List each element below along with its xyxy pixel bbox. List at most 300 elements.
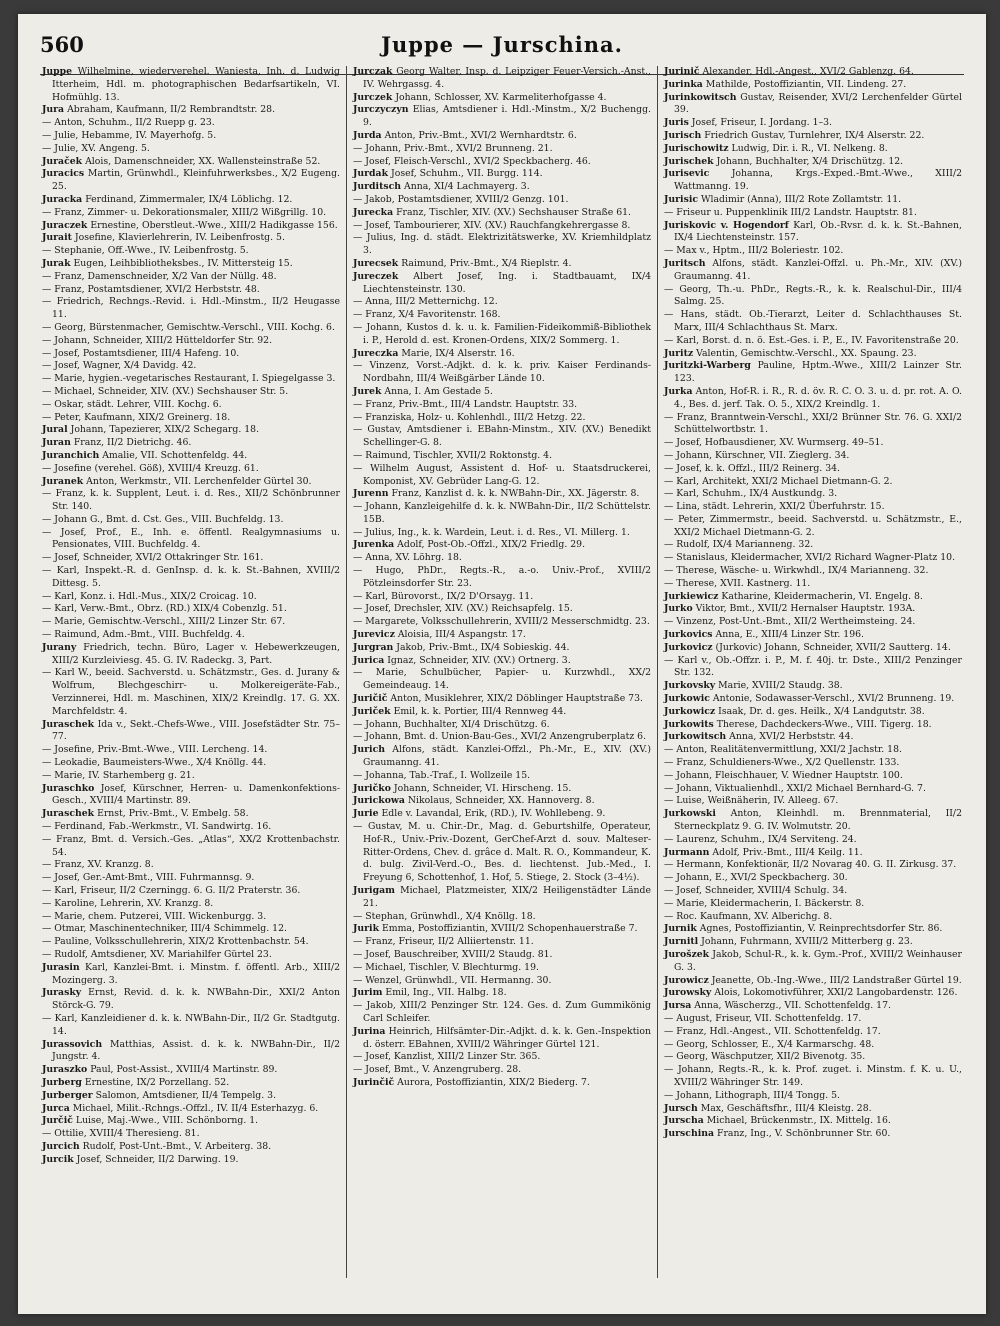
entry-details: Abraham, Kaufmann, II/2 Rembrandtstr. 28.	[67, 104, 276, 116]
entry-details: — Johann, Buchhalter, XI/4 Drischützg. 6.	[353, 718, 550, 730]
entry-details: Anton, Hof-R. i. R., R. d. öv. R. C. O. 3. u. d. pr. rot. A. O. 4., Bes. d. jerf. Tak. O. 5., XIX/2 Kreindlg. 1.	[674, 385, 962, 410]
entry-details: — Franz, k. k. Supplent, Leut. i. d. Res., XII/2 Schönbrunner Str. 140.	[42, 488, 340, 513]
directory-entry	[664, 565, 962, 578]
directory-entry	[353, 1051, 651, 1064]
entry-details: Albert Josef, Ing. i. Stadtbauamt, IX/4 Liechtensteinstr. 130.	[363, 270, 651, 295]
directory-entry	[42, 271, 340, 284]
directory-entry	[42, 949, 340, 962]
entry-surname: Jurošzek	[664, 948, 710, 960]
entry-details: — Josef, Postamtsdiener, III/4 Hafeng. 10.	[42, 347, 240, 359]
entry-details: Anton, Kleinhdl. m. Brennmaterial, II/2 Sterneckplatz 9. G. IV. Wolmutstr. 20.	[674, 808, 962, 833]
directory-entry	[42, 245, 340, 258]
directory-entry	[42, 66, 340, 104]
directory-entry	[353, 501, 651, 527]
directory-entry	[353, 271, 651, 297]
entry-details: — Johann G., Bmt. d. Cst. Ges., VIII. Buchfeldg. 13.	[42, 513, 284, 525]
directory-entry	[353, 591, 651, 604]
directory-entry	[353, 706, 651, 719]
directory-entry	[42, 348, 340, 361]
entry-details: — Franz, XV. Kranzg. 8.	[42, 859, 154, 871]
entry-details: — Johann, Viktualienhdl., XXI/2 Michael Bernhard-G. 7.	[664, 782, 926, 794]
entry-details: Viktor, Bmt., XVII/2 Hernalser Hauptstr. 193A.	[695, 603, 916, 615]
entry-details: — Leokadie, Baumeisters-Wwe., X/4 Knöllg. 44.	[42, 757, 267, 769]
entry-surname: Jurnitl	[664, 936, 699, 948]
entry-surname: Jurek	[353, 385, 382, 397]
entry-details: — Franz, X/4 Favoritenstr. 168.	[353, 309, 501, 321]
entry-surname: Jurnik	[664, 923, 697, 935]
entry-details: Jakob, Schul-R., k. k. Gym.-Prof., XVIII/2 Weinhauser G. 3.	[674, 948, 962, 973]
entry-details: — Josef, Wagner, X/4 Davidg. 42.	[42, 360, 197, 372]
entry-details: — Josef, Ger.-Amt-Bmt., VIII. Fuhrmannsg. 9.	[42, 872, 255, 884]
entry-details: Mathilde, Postoffiziantin, VII. Lindeng. 27.	[705, 78, 907, 90]
directory-entry	[42, 1090, 340, 1103]
entry-surname: Jurik	[353, 923, 380, 935]
directory-entry	[42, 437, 340, 450]
entry-details: — Michael, Tischler, V. Blechturmg. 19.	[353, 961, 539, 973]
directory-entry	[664, 936, 962, 949]
entry-details: — Johann, Fleischhauer, V. Wiedner Hauptstr. 100.	[664, 769, 903, 781]
entry-surname: Juppe	[42, 66, 73, 77]
directory-entry	[353, 1077, 651, 1090]
entry-details: — Karl, Borst. d. n. ö. Est.-Ges. i. P., E., IV. Favoritenstraße 20.	[664, 334, 959, 346]
directory-entry	[42, 642, 340, 668]
directory-entry	[42, 1141, 340, 1154]
entry-details: — Marie, Kleidermacherin, I. Bäckerstr. 8.	[664, 897, 865, 909]
entry-details: Adolf, Post-Ob.-Offzl., XIX/2 Friedlg. 29.	[397, 539, 586, 551]
entry-details: Franz, II/2 Dietrichg. 46.	[73, 437, 192, 449]
directory-entry	[664, 476, 962, 489]
entry-details: Johann, Buchhalter, X/4 Drischützg. 12.	[716, 155, 904, 167]
entry-details: Martin, Grünwhdl., Kleinfuhrwerksbes., X/2 Eugeng. 25.	[52, 168, 340, 193]
entry-details: Gustav, Reisender, XVI/2 Lerchenfelder Gürtel 39.	[674, 91, 962, 116]
entry-details: Friedrich Gustav, Turnlehrer, IX/4 Alserstr. 22.	[704, 129, 925, 141]
directory-entry	[42, 514, 340, 527]
entry-details: — Gustav, Amtsdiener i. EBahn-Minstm., XIV. (XV.) Benedikt Schellinger-G. 8.	[353, 424, 651, 449]
directory-entry	[42, 885, 340, 898]
entry-details: — Franz, Friseur, II/2 Alliiertenstr. 11.	[353, 936, 534, 948]
entry-details: — Laurenz, Schuhm., IX/4 Serviteng. 24.	[664, 833, 857, 845]
directory-entry	[42, 207, 340, 220]
entry-details: Rudolf, Post-Unt.-Bmt., V. Arbeiterg. 38.	[82, 1140, 272, 1152]
directory-entry	[664, 616, 962, 629]
directory-entry	[42, 629, 340, 642]
directory-entry	[42, 156, 340, 169]
entry-details: Franz, Ing., V. Schönbrunner Str. 60.	[717, 1128, 891, 1140]
entry-surname: Jurdak	[353, 168, 389, 180]
entry-details: — Julius, Ing. d. städt. Elektrizitätswerke, XV. Kriemhildplatz 3.	[353, 232, 651, 257]
directory-entry	[42, 552, 340, 565]
entry-details: — Josef, Bmt., V. Anzengruberg. 28.	[353, 1064, 522, 1076]
entry-details: Franz, Kanzlist d. k. k. NWBahn-Dir., XX. Jägerstr. 8.	[391, 488, 640, 500]
entry-surname: Jurim	[353, 987, 383, 999]
directory-entry	[664, 463, 962, 476]
directory-entry	[42, 1154, 340, 1167]
entry-surname: Jursch	[664, 1102, 698, 1114]
directory-entry	[42, 117, 340, 130]
directory-entry	[664, 975, 962, 988]
directory-entry	[353, 130, 651, 143]
directory-page	[18, 14, 986, 1314]
directory-entry	[42, 130, 340, 143]
entry-details: — Pauline, Volksschullehrerin, XIX/2 Krottenbachstr. 54.	[42, 936, 309, 948]
entry-details: — Gustav, M. u. Chir.-Dr., Mag. d. Geburtshilfe, Operateur, Hof-R., Univ.-Priv.-Dozent, GerChef-Arzt d. souv. Malteser-Ritter-Ordens, Chev. d. grâce d. Malt. R. O., Kommandeur, K. d. bulg. Zivil-Verd.-O., Bes. d. liechtenst. Jub.-Med., I. Freyung 6, Schottenhof, 1. Hof, 5. Stiege, 2. Stock (3–4½).	[353, 821, 651, 884]
entry-details: — Georg, Schlosser, E., X/4 Karmarschg. 48.	[664, 1038, 875, 1050]
directory-entry	[664, 79, 962, 92]
directory-entry	[42, 808, 340, 821]
entry-surname: Jurasky	[42, 987, 82, 999]
entry-details: — Josef, Kanzlist, XIII/2 Linzer Str. 365.	[353, 1051, 541, 1063]
entry-details: — Georg, Th.-u. PhDr., Regts.-R., k. k. Realschul-Dir., III/4 Salmg. 25.	[664, 283, 962, 308]
entry-surname: Jurčič	[42, 1115, 73, 1127]
directory-entry	[42, 284, 340, 297]
entry-surname: Juracics	[42, 168, 85, 180]
directory-entry	[353, 1026, 651, 1052]
entry-surname: Jurisevic	[664, 168, 710, 180]
entry-details: — Otmar, Maschinentechniker, III/4 Schimmelg. 12.	[42, 923, 287, 935]
entry-details: — Hermann, Konfektionär, II/2 Novarag 40. G. II. Zirkusg. 37.	[664, 859, 957, 871]
entry-details: — Friseur u. Puppenklinik III/2 Landstr. Hauptstr. 81.	[664, 206, 917, 218]
entry-surname: Jurowsky	[664, 987, 712, 999]
entry-details: Anton, Musiklehrer, XIX/2 Döblinger Hauptstraße 73.	[390, 693, 643, 705]
directory-entry	[42, 143, 340, 156]
directory-entry	[664, 834, 962, 847]
entry-surname: Jurkowski	[664, 808, 716, 820]
entry-details: Josef, Schneider, II/2 Darwing. 19.	[76, 1153, 239, 1165]
entry-details: — Ottilie, XVIII/4 Theresieng. 81.	[42, 1128, 200, 1140]
entry-surname: Jurkovics	[664, 629, 713, 641]
entry-details: Anton, Werkmstr., VII. Lerchenfelder Gürtel 30.	[86, 475, 312, 487]
entry-details: Eugen, Leihbibliotheksbes., IV. Mittersteig 15.	[73, 257, 293, 269]
directory-entry	[42, 987, 340, 1013]
entry-surname: Jurevicz	[353, 629, 395, 641]
entry-surname: Jurisic	[664, 193, 699, 205]
directory-entry	[42, 834, 340, 860]
entry-details: Anna, Wäscherzg., VII. Schottenfeldg. 17.	[694, 1000, 891, 1012]
entry-details: — Luise, Weißnäherin, IV. Alleeg. 67.	[664, 795, 839, 807]
directory-entry	[353, 744, 651, 770]
entry-details: — Stanislaus, Kleidermacher, XVI/2 Richard Wagner-Platz 10.	[664, 552, 956, 564]
entry-surname: Juričič	[353, 693, 388, 705]
directory-entry	[353, 616, 651, 629]
entry-surname: Jurka	[664, 385, 693, 397]
directory-entry	[42, 399, 340, 412]
entry-details: Antonie, Sodawasser-Verschl., XVI/2 Brunneng. 19.	[712, 693, 955, 705]
directory-entry	[664, 245, 962, 258]
entry-surname: Jurca	[42, 1102, 70, 1114]
entry-details: — Jakob, Postamtsdiener, XVIII/2 Genzg. 101.	[353, 193, 569, 205]
entry-details: Aloisia, III/4 Aspangstr. 17.	[397, 629, 526, 641]
entry-surname: Jurich	[353, 744, 386, 756]
directory-entry	[353, 808, 651, 821]
entry-details: Wilhelmine, wiederverehel. Waniesta, Inh. d. Ludwig Itterheim, Hdl. m. photographischen Bedarfsartikeln, VI. Hofmühlg. 13.	[52, 66, 340, 103]
directory-entry	[664, 501, 962, 514]
directory-entry	[42, 527, 340, 553]
entry-surname: Jurscha	[664, 1115, 704, 1127]
entry-details: — Franz, Hdl.-Angest., VII. Schottenfeldg. 17.	[664, 1025, 881, 1037]
entry-details: — Stephan, Grünwhdl., X/4 Knöllg. 18.	[353, 910, 536, 922]
entry-surname: Juraschek	[42, 718, 95, 730]
entry-details: — Franz, Schuldieners-Wwe., X/2 Quellenstr. 133.	[664, 757, 900, 769]
entry-details: Agnes, Postoffiziantin, V. Reinprechtsdorfer Str. 86.	[699, 923, 943, 935]
directory-entry	[664, 1051, 962, 1064]
directory-entry	[664, 847, 962, 860]
entry-details: — Franz, Branntwein-Verschl., XXI/2 Brünner Str. 76. G. XXI/2 Schüttelwortbstr. 1.	[664, 411, 962, 436]
entry-details: — Franz, Damenschneider, X/2 Van der Nüllg. 48.	[42, 270, 277, 282]
column-right	[657, 66, 968, 1278]
entry-details: Ernestine, IX/2 Porzellang. 52.	[84, 1076, 230, 1088]
entry-details: Alois, Lokomotivführer, XXI/2 Langobardenstr. 126.	[714, 987, 958, 999]
entry-details: (Jurkovic) Johann, Schneider, XVII/2 Sautterg. 14.	[715, 641, 951, 653]
entry-details: — Josef, Schneider, XVI/2 Ottakringer Str. 161.	[42, 552, 264, 564]
entry-details: — Johann, Lithograph, III/4 Tongg. 5.	[664, 1089, 841, 1101]
entry-details: — Franziska, Holz- u. Kohlenhdl., III/2 Hetzg. 22.	[353, 411, 586, 423]
directory-entry	[42, 872, 340, 885]
entry-details: Elias, Amtsdiener i. Hdl.-Minstm., X/2 Buchengg. 9.	[363, 104, 651, 129]
entry-details: Franz, Tischler, XIV. (XV.) Sechshauser Straße 61.	[396, 206, 631, 218]
entry-details: — Raimund, Tischler, XVII/2 Roktonstg. 4.	[353, 449, 553, 461]
column-middle	[346, 66, 657, 1278]
directory-entry	[353, 795, 651, 808]
directory-entry	[664, 386, 962, 412]
directory-entry	[664, 207, 962, 220]
directory-entry	[353, 348, 651, 361]
entry-details: Raimund, Priv.-Bmt., X/4 Rieplstr. 4.	[401, 257, 572, 269]
directory-entry	[664, 1103, 962, 1116]
entry-details: — Anton, Realitätenvermittlung, XXI/2 Jachstr. 18.	[664, 744, 902, 756]
directory-entry	[664, 949, 962, 975]
directory-entry	[353, 360, 651, 386]
directory-entry	[353, 220, 651, 233]
directory-entry	[42, 1064, 340, 1077]
entry-details: — Rudolf, IX/4 Marianneng. 32.	[664, 539, 814, 551]
entry-details: — Johann, Kürschner, VII. Zieglerg. 34.	[664, 449, 850, 461]
directory-entry	[353, 399, 651, 412]
entry-surname: Jurowicz	[664, 974, 709, 986]
entry-details: Emil, k. k. Portier, III/4 Rennweg 44.	[393, 705, 567, 717]
entry-surname: Juritzki-Warberg	[664, 360, 751, 372]
directory-entry	[664, 552, 962, 565]
entry-surname: Juraczek	[42, 219, 88, 231]
entry-details: — Raimund, Adm.-Bmt., VIII. Buchfeldg. 4.	[42, 629, 245, 641]
entry-surname: Jurischowitz	[664, 142, 729, 154]
entry-details: Ignaz, Schneider, XIV. (XV.) Ortnerg. 3.	[387, 654, 571, 666]
entry-surname: Jurczak	[353, 66, 393, 77]
entry-details: Johann, Tapezierer, XIX/2 Schegarg. 18.	[70, 424, 260, 436]
directory-entry	[664, 987, 962, 1000]
directory-entry	[353, 488, 651, 501]
entry-surname: Jurigam	[353, 885, 395, 896]
entry-details: — Hugo, PhDr., Regts.-R., a.-o. Univ.-Prof., XVIII/2 Pötzleinsdorfer Str. 23.	[353, 565, 651, 589]
directory-entry	[664, 450, 962, 463]
entry-surname: Jurkowic	[664, 693, 710, 705]
entry-details: Ludwig, Dir. i. R., VI. Nelkeng. 8.	[731, 142, 888, 154]
entry-surname: Juranchich	[42, 449, 100, 461]
directory-entry	[353, 168, 651, 181]
entry-details: — Karl, Kanzleidiener d. k. k. NWBahn-Dir., II/2 Gr. Stadtgutg. 14.	[42, 1012, 340, 1037]
entry-details: Friedrich, techn. Büro, Lager v. Hebewerkzeugen, XIII/2 Kurzleiviesg. 45. G. IV. Radeckg. 3, Part.	[52, 641, 340, 666]
directory-entry	[664, 629, 962, 642]
entry-details: Adolf, Priv.-Bmt., III/4 Keilg. 11.	[712, 846, 863, 858]
directory-entry	[664, 92, 962, 118]
directory-entry	[42, 335, 340, 348]
directory-entry	[42, 1115, 340, 1128]
entry-surname: Jurait	[42, 232, 72, 244]
directory-entry	[353, 66, 651, 92]
entry-details: Emma, Postoffiziantin, XVIII/2 Schopenhauerstraße 7.	[382, 923, 638, 935]
entry-surname: Jurkovsky	[664, 680, 716, 692]
directory-entry	[664, 744, 962, 757]
entry-details: Karl, Ob.-Rvsr. d. k. k. St.-Bahnen, IX/4 Liechtensteinstr. 157.	[674, 219, 962, 244]
directory-entry	[664, 911, 962, 924]
entry-surname: Juranek	[42, 475, 84, 487]
entry-surname: Jurisch	[664, 129, 702, 141]
entry-surname: Jurinka	[664, 78, 703, 90]
column-left	[36, 66, 346, 1278]
entry-details: — Anna, III/2 Metternichg. 12.	[353, 296, 498, 308]
directory-entry	[42, 220, 340, 233]
entry-details: — Georg, Wäschputzer, XII/2 Bivenotg. 35.	[664, 1051, 866, 1063]
directory-entry	[664, 757, 962, 770]
entry-surname: Jurina	[353, 1025, 386, 1037]
entry-surname: Juran	[42, 437, 71, 449]
directory-entry	[664, 143, 962, 156]
directory-entry	[664, 898, 962, 911]
entry-details: — Johann, Kustos d. k. u. k. Familien-Fideikommiß-Bibliothek i. P., Herold d. est. Kronen-Ordens, XIX/2 Sommerg. 1.	[353, 321, 651, 346]
directory-entry	[664, 885, 962, 898]
entry-surname: Jurinčič	[353, 1076, 395, 1088]
directory-entry	[664, 348, 962, 361]
directory-entry	[42, 488, 340, 514]
directory-entry	[353, 719, 651, 732]
entry-details: Johann, Fuhrmann, XVIII/2 Mitterberg g. 23.	[701, 936, 913, 948]
directory-entry	[664, 412, 962, 438]
entry-details: Josef, Schuhm., VII. Burgg. 114.	[391, 168, 543, 180]
directory-entry	[42, 1039, 340, 1065]
entry-surname: Jurany	[42, 641, 77, 653]
directory-entry	[664, 1090, 962, 1103]
directory-entry	[353, 655, 651, 668]
directory-entry	[664, 578, 962, 591]
entry-details: — Therese, Wäsche- u. Wirkwhdl., IX/4 Marianneng. 32.	[664, 565, 929, 577]
entry-details: — Julie, XV. Angeng. 5.	[42, 142, 150, 154]
entry-details: — Johann, Bmt. d. Union-Bau-Ges., XVI/2 Anzengruberplatz 6.	[353, 731, 647, 743]
entry-details: Ferdinand, Zimmermaler, IX/4 Löblichg. 12.	[85, 193, 293, 205]
entry-details: — Julius, Ing., k. k. Wardein, Leut. i. d. Res., VI. Millerg. 1.	[353, 526, 630, 538]
entry-details: — Marie, IV. Starhemberg g. 21.	[42, 769, 195, 781]
entry-details: Alfons, städt. Kanzlei-Offzl., Ph.-Mr., E., XIV. (XV.) Graumanng. 41.	[363, 744, 651, 769]
directory-entry	[42, 1077, 340, 1090]
directory-entry	[664, 872, 962, 885]
entry-details: — Peter, Kaufmann, XIX/2 Greinerg. 18.	[42, 411, 231, 423]
entry-details: — Karl, Verw.-Bmt., Obrz. (RD.) XIX/4 Cobenzlg. 51.	[42, 603, 287, 615]
directory-entry	[353, 629, 651, 642]
entry-details: Katharine, Kleidermacherin, VI. Engelg. 8.	[721, 590, 923, 602]
directory-entry	[353, 450, 651, 463]
directory-entry	[353, 143, 651, 156]
entry-details: Marie, IX/4 Alserstr. 16.	[401, 347, 515, 359]
directory-entry	[353, 693, 651, 706]
entry-details: — Karl v., Ob.-Offzr. i. P., M. f. 40j. tr. Dste., XIII/2 Penzinger Str. 132.	[664, 654, 962, 679]
entry-details: Johanna, Krgs.-Exped.-Bmt.-Wwe., XIII/2 Wattmanng. 19.	[674, 168, 962, 193]
entry-details: — Peter, Zimmermstr., beeid. Sachverstd. u. Schätzmstr., E., XXI/2 Michael Dietmann-G. 2.	[664, 513, 962, 538]
entry-details: Michael, Milit.-Rchngs.-Offzl., IV. II/4 Esterhazyg. 6.	[72, 1102, 319, 1114]
entry-details: Ernst, Priv.-Bmt., V. Embelg. 58.	[97, 808, 249, 820]
entry-details: — Josef, k. k. Offzl., III/2 Reinerg. 34.	[664, 462, 840, 474]
entry-details: Josefine, Klavierlehrerin, IV. Leibenfrostg. 5.	[74, 232, 285, 244]
directory-entry	[42, 770, 340, 783]
directory-entry	[353, 821, 651, 885]
directory-entry	[42, 476, 340, 489]
entry-details: — Lina, städt. Lehrerin, XXI/2 Überfuhrstr. 15.	[664, 501, 885, 513]
directory-entry	[42, 936, 340, 949]
entry-details: Ida v., Sekt.-Chefs-Wwe., VIII. Josefstädter Str. 75–77.	[52, 718, 340, 743]
directory-entry	[664, 309, 962, 335]
entry-surname: Jurickowa	[353, 795, 405, 807]
entry-details: — Josef, Tambourierer, XIV. (XV.) Rauchfangkehrergasse 8.	[353, 219, 631, 231]
entry-surname: Juričko	[353, 782, 391, 794]
directory-entry	[42, 719, 340, 745]
directory-entry	[353, 936, 651, 949]
directory-entry	[353, 975, 651, 988]
entry-details: — Therese, XVII. Kastnerg. 11.	[664, 577, 811, 589]
directory-entry	[353, 156, 651, 169]
directory-entry	[42, 783, 340, 809]
directory-entry	[664, 1128, 962, 1141]
entry-details: — Johann, Priv.-Bmt., XVI/2 Brunneng. 21.	[353, 142, 553, 154]
entry-details: — Max v., Hptm., III/2 Boleriestr. 102.	[664, 245, 844, 257]
entry-details: Johann, Schlosser, XV. Karmeliterhofgasse 4.	[395, 91, 607, 103]
directory-entry	[353, 565, 651, 591]
directory-entry	[353, 424, 651, 450]
directory-entry	[42, 591, 340, 604]
entry-details: — Wilhelm August, Assistent d. Hof- u. Staatsdruckerei, Komponist, XV. Gebrüder Lang-G. 12.	[353, 462, 651, 487]
directory-entry	[353, 1000, 651, 1026]
directory-entry	[353, 207, 651, 220]
directory-entry	[664, 693, 962, 706]
entry-details: — Vinzenz, Vorst.-Adjkt. d. k. k. priv. Kaiser Ferdinands-Nordbahn, III/4 Weißgärber Lände 10.	[353, 360, 651, 385]
entry-surname: Juritsch	[664, 257, 706, 269]
entry-details: — Michael, Schneider, XIV. (XV.) Sechshauser Str. 5.	[42, 385, 289, 397]
entry-details: — Anna, XV. Löhrg. 18.	[353, 552, 462, 564]
entry-surname: Jurecka	[353, 206, 394, 218]
directory-entry	[353, 770, 651, 783]
entry-surname: Juris	[664, 117, 689, 129]
entry-details: — Franz, Bmt. d. Versich.-Ges. „Atlas“, XX/2 Krottenbachstr. 54.	[42, 833, 340, 858]
directory-entry	[664, 156, 962, 169]
entry-details: Karl, Kanzlei-Bmt. i. Minstm. f. öffentl. Arb., XIII/2 Mozingerg. 3.	[52, 961, 340, 986]
entry-details: Anton, Priv.-Bmt., XVI/2 Wernhardtstr. 6.	[384, 129, 577, 141]
directory-entry	[353, 527, 651, 540]
entry-details: Emil, Ing., VII. Halbg. 18.	[385, 987, 507, 999]
entry-details: Michael, Brückenmstr., IX. Mittelg. 16.	[706, 1115, 891, 1127]
directory-entry	[42, 565, 340, 591]
entry-details: — Marie, Gemischtw.-Verschl., XIII/2 Linzer Str. 67.	[42, 616, 286, 628]
directory-entry	[42, 962, 340, 988]
directory-entry	[42, 463, 340, 476]
entry-details: Paul, Post-Assist., XVIII/4 Martinstr. 89.	[90, 1064, 278, 1076]
entry-details: Johann, Schneider, VI. Hirscheng. 15.	[393, 782, 572, 794]
directory-entry	[353, 92, 651, 105]
entry-details: Edle v. Lavandal, Erik, (RD.), IV. Wohllebeng. 9.	[381, 808, 606, 820]
page-header	[18, 28, 986, 68]
entry-details: — Roc. Kaufmann, XV. Alberichg. 8.	[664, 910, 833, 922]
entry-surname: Jurko	[664, 603, 693, 615]
entry-surname: Jurak	[42, 257, 71, 269]
directory-entry	[42, 232, 340, 245]
entry-details: Michael, Platzmeister, XIX/2 Heiligenstädter Lände 21.	[363, 885, 651, 909]
directory-entry	[353, 104, 651, 130]
directory-entry	[42, 360, 340, 373]
